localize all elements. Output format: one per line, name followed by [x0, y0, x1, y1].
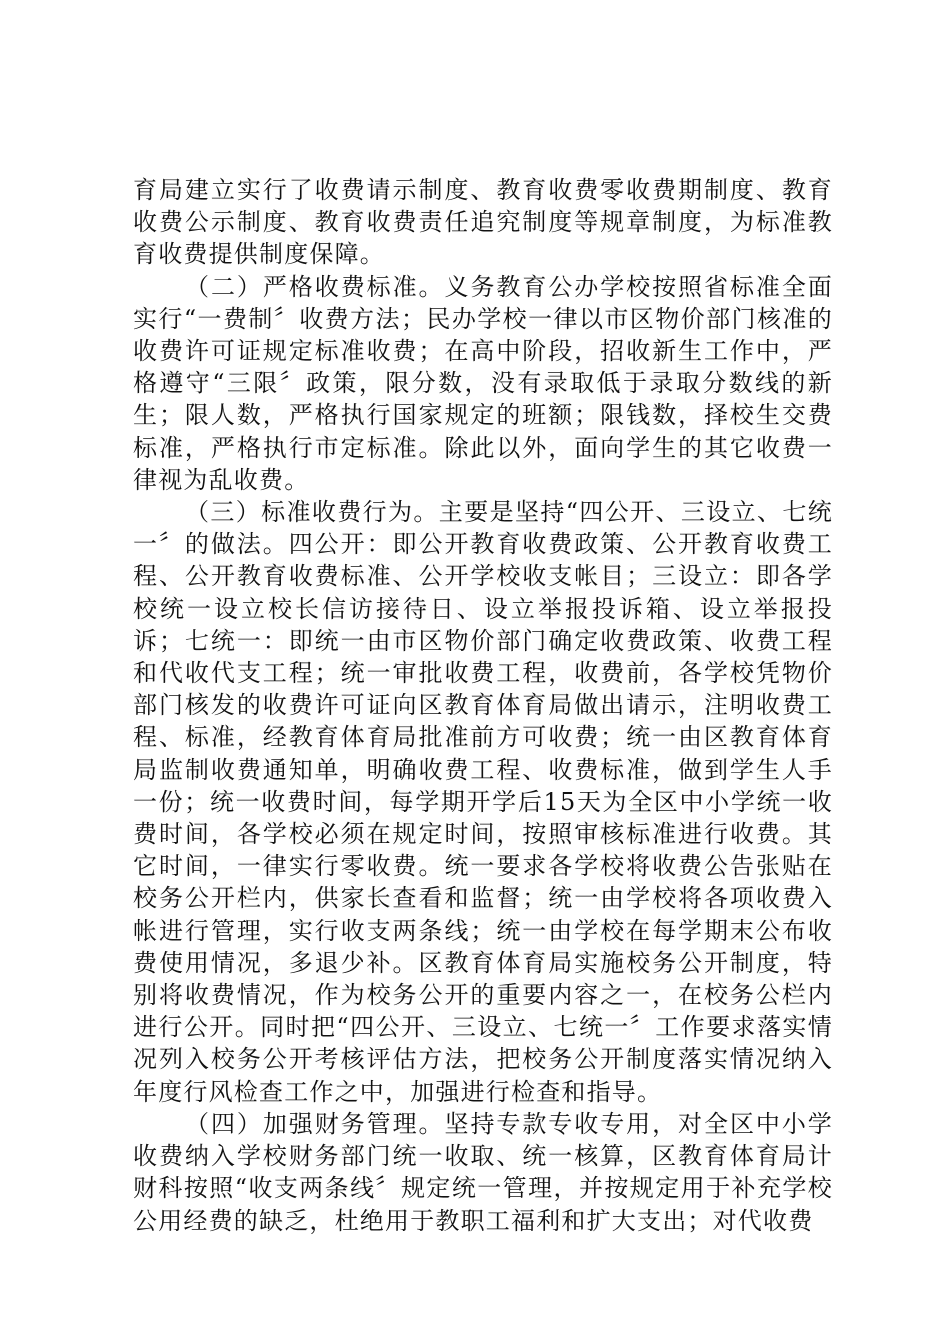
paragraph-financial-management: （四）加强财务管理。坚持专款专收专用，对全区中小学收费纳入学校财务部门统一收取、统一核算，区教育体育局计财科按照“收支两条线〞规定统一管理，并按规定用于补充学校公用经费的缺乏，杜绝用于教职工福利和扩大支出；对代收费: [133, 1109, 833, 1235]
paragraph-standard-fee-behavior: （三）标准收费行为。主要是坚持“四公开、三设立、七统一〞的做法。四公开：即公开教育收费政策、公开教育收费工程、公开教育收费标准、公开学校收支帐目；三设立：即各学校统一设立校长信访接待日、设立举报投诉箱、设立举报投诉；七统一：即统一由市区物价部门确定收费政策、收费工程和代收代支工程；统一审批收费工程，收费前，各学校凭物价部门核发的收费许可证向区教育体育局做出请示，注明收费工程、标准，经教育体育局批准前方可收费；统一由区教育体育局监制收费通知单，明确收费工程、收费标准，做到学生人手一份；统一收费时间，每学期开学后15天为全区中小学统一收费时间，各学校必须在规定时间，按照审核标准进行收费。其它时间，一律实行零收费。统一要求各学校将收费公告张贴在校务公开栏内，供家长查看和监督；统一由学校将各项收费入帐进行管理，实行收支两条线；统一由学校在每学期末公布收费使用情况，多退少补。区教育体育局实施校务公开制度，特别将收费情况，作为校务公开的重要内容之一，在校务公栏内进行公开。同时把“四公开、三设立、七统一〞工作要求落实情况列入校务公开考核评估方法，把校务公开制度落实情况纳入年度行风检查工作之中，加强进行检查和指导。: [133, 498, 833, 1106]
document-body: [133, 174, 833, 1237]
paragraph-continuation: 育局建立实行了收费请示制度、教育收费零收费期制度、教育收费公示制度、教育收费责任追究制度等规章制度，为标准教育收费提供制度保障。: [133, 176, 833, 269]
paragraph-strict-fee-standards: （二）严格收费标准。义务教育公办学校按照省标准全面实行“一费制〞收费方法；民办学校一律以市区物价部门核准的收费许可证规定标准收费；在高中阶段，招收新生工作中，严格遵守“三限〞政策，限分数，没有录取低于录取分数线的新生；限人数，严格执行国家规定的班额；限钱数，择校生交费标准，严格执行市定标准。除此以外，面向学生的其它收费一律视为乱收费。: [133, 272, 833, 494]
